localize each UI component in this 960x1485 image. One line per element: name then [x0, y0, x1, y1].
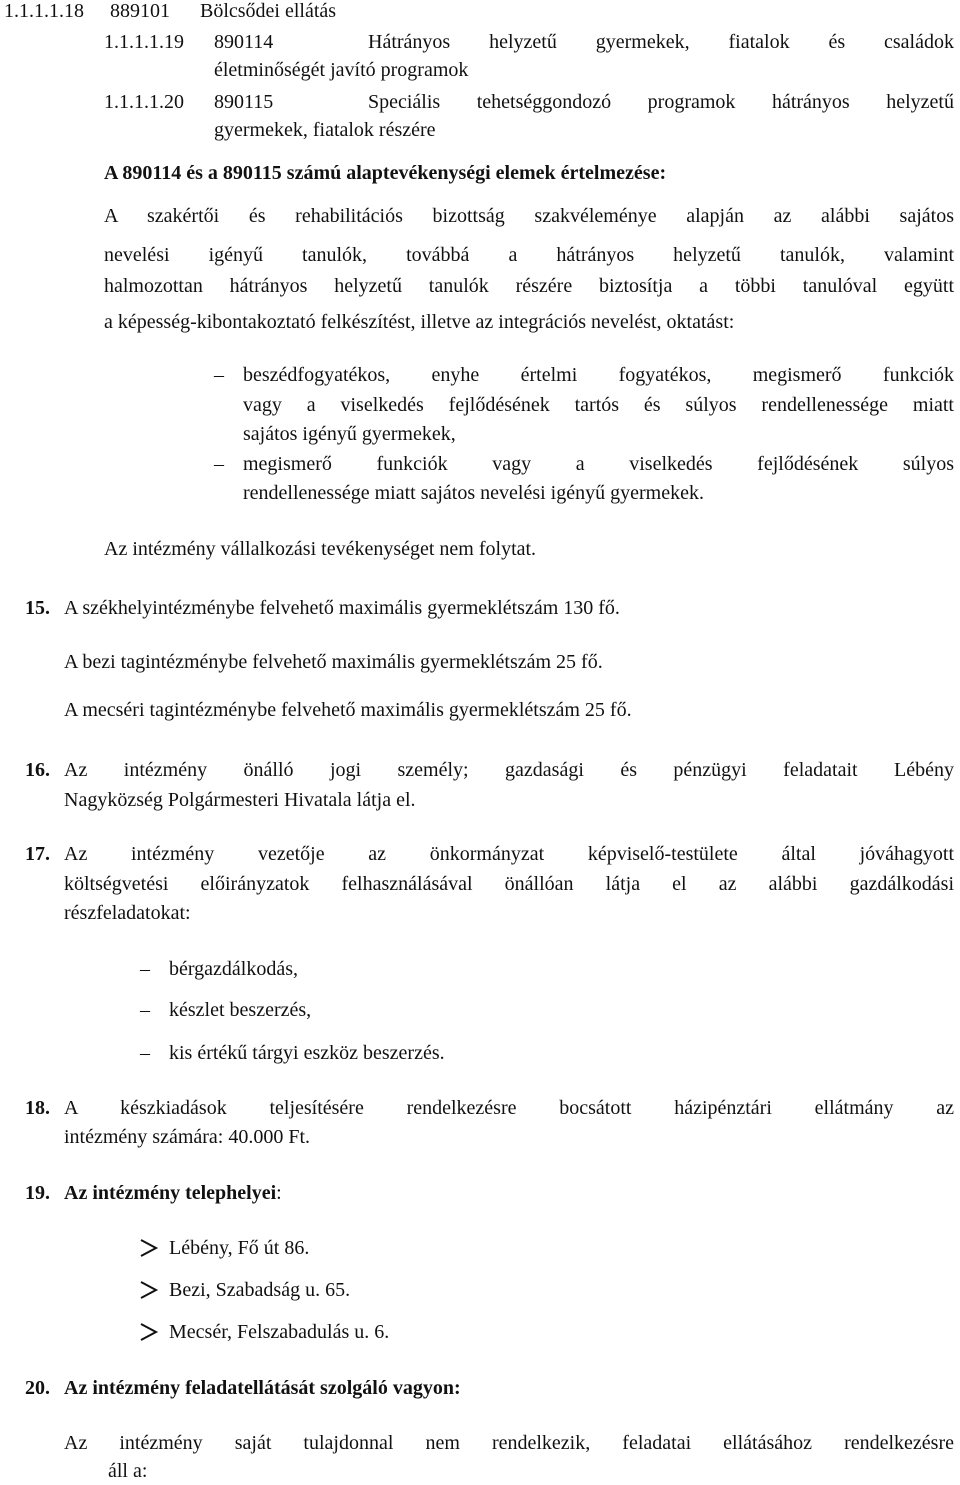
- section-15-number: 15.: [25, 597, 50, 619]
- list-title-20-line2: gyermekek, fiatalok részére: [214, 119, 436, 141]
- list-title-20-line1: Speciális tehetséggondozó programok hátrányos helyzetű: [368, 91, 954, 113]
- section-17-line-1: Az intézmény vezetője az önkormányzat képviselő-testülete által jóváhagyott: [64, 843, 954, 865]
- list-num-19: 890114: [214, 31, 274, 53]
- bullet-1-line-2: vagy a viselkedés fejlődésének tartós és súlyos rendellenessége miatt: [243, 394, 954, 416]
- section-15-line-1: A székhelyintézménybe felvehető maximális gyermeklétszám 130 fő.: [64, 597, 620, 619]
- no-business-note: Az intézmény vállalkozási tevékenységet nem folytat.: [104, 538, 537, 560]
- section-20-line-2: áll a:: [108, 1460, 148, 1482]
- dash-bullet: –: [140, 1042, 150, 1064]
- section-18-number: 18.: [25, 1097, 50, 1119]
- site-item-1: Lébény, Fő út 86.: [169, 1237, 310, 1259]
- list-num-20: 890115: [214, 91, 274, 113]
- section-17-item-2: készlet beszerzés,: [169, 999, 312, 1021]
- arrowhead-bullet-icon: [138, 1237, 160, 1259]
- list-title-19-line2: életminőségét javító programok: [214, 59, 469, 81]
- bullet-2-line-1: megismerő funkciók vagy a viselkedés fejlődésének súlyos: [243, 453, 954, 475]
- list-num-18: 889101: [110, 0, 170, 22]
- dash-bullet: –: [214, 364, 224, 386]
- site-item-3: Mecsér, Felszabadulás u. 6.: [169, 1321, 390, 1343]
- site-item-2: Bezi, Szabadság u. 65.: [169, 1279, 351, 1301]
- section-16-line-1: Az intézmény önálló jogi személy; gazdasági és pénzügyi feladatait Lébény: [64, 759, 954, 781]
- section-18-line-2: intézmény számára: 40.000 Ft.: [64, 1126, 311, 1148]
- definition-line-2: nevelési igényű tanulók, továbbá a hátrányos helyzetű tanulók, valamint: [104, 244, 954, 266]
- definition-heading: A 890114 és a 890115 számú alaptevékenységi elemek értelmezése:: [104, 162, 667, 184]
- list-code-19: 1.1.1.1.19: [104, 31, 184, 53]
- section-16-line-2: Nagyközség Polgármesteri Hivatala látja el.: [64, 789, 416, 811]
- list-code-20: 1.1.1.1.20: [104, 91, 184, 113]
- definition-line-1: A szakértői és rehabilitációs bizottság szakvéleménye alapján az alábbi sajátos: [104, 205, 954, 227]
- arrowhead-bullet-icon: [138, 1321, 160, 1343]
- list-title-18: Bölcsődei ellátás: [200, 0, 337, 22]
- section-19-title: Az intézmény telephelyei: [64, 1182, 277, 1204]
- definition-line-3: halmozottan hátrányos helyzetű tanulók részére biztosítja a többi tanulóval együtt: [104, 275, 954, 297]
- section-15-line-2: A bezi tagintézménybe felvehető maximális gyermeklétszám 25 fő.: [64, 651, 603, 673]
- section-17-line-3: részfeladatokat:: [64, 902, 191, 924]
- section-17-item-1: bérgazdálkodás,: [169, 958, 299, 980]
- arrowhead-bullet-icon: [138, 1279, 160, 1301]
- section-19-heading: [64, 1180, 282, 1206]
- dash-bullet: –: [140, 999, 150, 1021]
- list-title-19-line1: Hátrányos helyzetű gyermekek, fiatalok és családok: [368, 31, 954, 53]
- section-16-number: 16.: [25, 759, 50, 781]
- section-17-line-2: költségvetési előirányzatok felhasználásával önállóan látja el az alábbi gazdálkodási: [64, 873, 954, 895]
- section-17-number: 17.: [25, 843, 50, 865]
- section-19-number: 19.: [25, 1182, 50, 1204]
- section-17-item-3: kis értékű tárgyi eszköz beszerzés.: [169, 1042, 445, 1064]
- section-18-line-1: A készkiadások teljesítésére rendelkezésre bocsátott házipénztári ellátmány az: [64, 1097, 954, 1119]
- bullet-1-line-3: sajátos igényű gyermekek,: [243, 423, 456, 445]
- section-15-line-3: A mecséri tagintézménybe felvehető maximális gyermeklétszám 25 fő.: [64, 699, 632, 721]
- dash-bullet: –: [214, 453, 224, 475]
- section-20-line-1: Az intézmény saját tulajdonnal nem rendelkezik, feladatai ellátásához rendelkezésre: [64, 1432, 954, 1454]
- section-19-colon: :: [276, 1182, 282, 1204]
- bullet-2-line-2: rendellenessége miatt sajátos nevelési igényű gyermekek.: [243, 482, 704, 504]
- bullet-1-line-1: beszédfogyatékos, enyhe értelmi fogyatékos, megismerő funkciók: [243, 364, 954, 386]
- section-20-title: Az intézmény feladatellátását szolgáló vagyon:: [64, 1377, 461, 1399]
- definition-line-4: a képesség-kibontakoztató felkészítést, illetve az integrációs nevelést, oktatást:: [104, 311, 735, 333]
- section-20-number: 20.: [25, 1377, 50, 1399]
- list-code-18: 1.1.1.1.18: [4, 0, 84, 22]
- dash-bullet: –: [140, 958, 150, 980]
